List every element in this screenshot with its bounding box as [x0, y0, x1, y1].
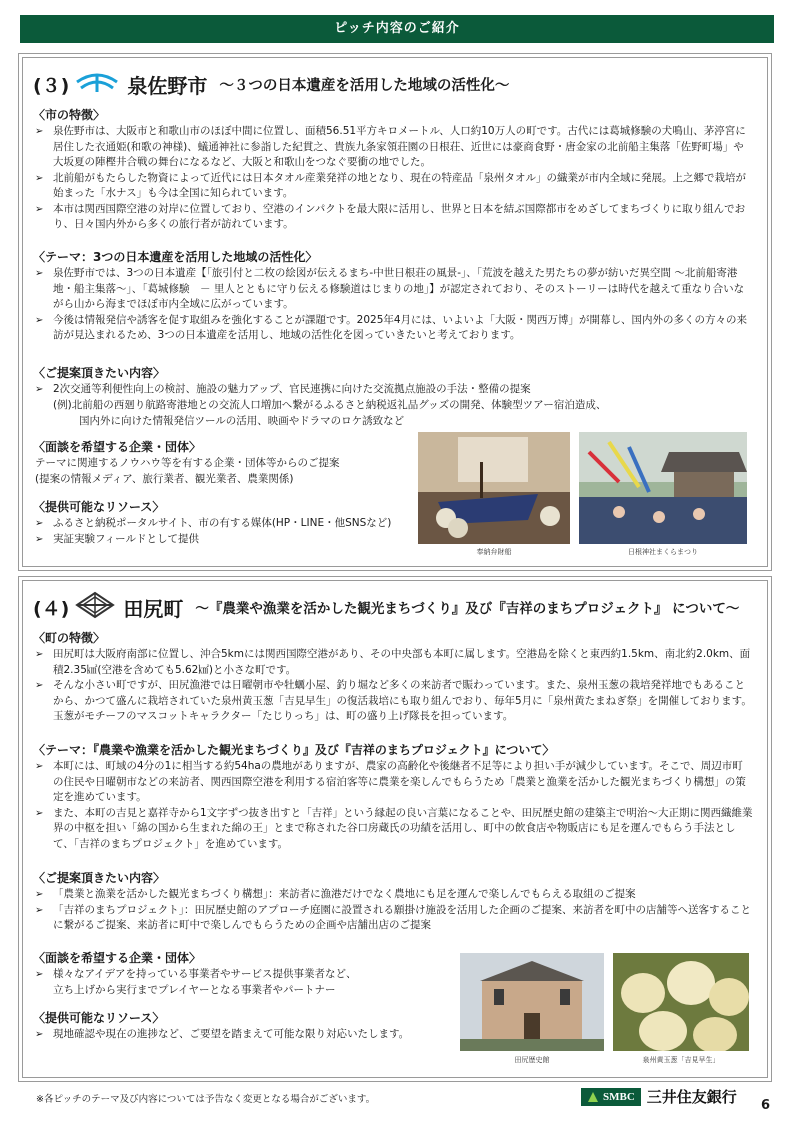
- section-number: (４): [33, 597, 70, 620]
- list-item: ➢ 本市は関西国際空港の対岸に位置しており、空港のインパクトを最大限に活用し、世界と日本を結ぶ国際都市をめざしてまちづくりに取り組んでおり、日々国内外から多くの旅行者が訪れています。: [35, 202, 753, 233]
- proposals-list: [35, 887, 753, 934]
- photo-caption: 奉納弁財船: [476, 548, 512, 556]
- list-item: ➢ 実証実験フィールドとして提供: [35, 532, 415, 548]
- bank-logo: [581, 1086, 737, 1107]
- features-heading: 〈市の特徴〉: [33, 108, 106, 122]
- town-name: 田尻町: [123, 596, 184, 621]
- companies-heading: 〈面談を希望する企業・団体〉: [33, 951, 202, 965]
- resources-heading: 〈提供可能なリソース〉: [33, 1011, 165, 1025]
- list-item: ➢ 本町には、町域の4分の1に相当する約54haの農地がありますが、農家の高齢化や後継者不足等により担い手が減少しています。そこで、周辺市町の住民や日曜朝市などの来訪者、関西国際空港を利用する宿泊客等に農業を楽しんでもらうため「農業と漁業を活かした観光まちづくり構想」の策定を進めています。: [35, 759, 753, 806]
- smbc-text: SMBC: [603, 1090, 635, 1103]
- companies-line-2: 立ち上げから実行までプレイヤーとなる事業者やパートナー: [53, 984, 336, 996]
- photo-caption: 日根神社まくらまつり: [628, 548, 698, 556]
- list-item: ➢ 「吉祥のまちプロジェクト」：田尻歴史館のアプローチ庭園に設置される願掛け施設を活用した企画のご提案、来訪者を町中の店舗等へ送客することに繋がるご提案、来訪者に町中で楽しんでもらうための企画や店舗出店のご提案: [35, 903, 753, 934]
- header-title: ピッチ内容のご紹介: [334, 21, 460, 36]
- list-item: ➢ 2次交通等利便性向上の検討、施設の魅力アップ、官民連携に向けた交流拠点施設の手法・整備の提案: [35, 382, 753, 398]
- proposals-heading: 〈ご提案頂きたい内容〉: [33, 366, 166, 380]
- page-number: 6: [761, 1098, 771, 1113]
- festival-photo: [579, 432, 747, 544]
- smbc-logo: [581, 1088, 641, 1106]
- list-item: ➢ 北前船がもたらした物資によって近代には日本タオル産業発祥の地となり、現在の特産品「泉州タオル」の織業が市内全域に発展。上之郷で栽培が始まった「水ナス」も今は全国に知られています。: [35, 171, 753, 202]
- list-item: ➢ そんな小さい町ですが、田尻漁港では日曜朝市や牡蠣小屋、釣り堀など多くの来訪者で賑わっています。また、泉州玉葱の栽培発祥地でもあることから、かつて盛んに栽培されていた泉州黄玉葱「吉見早生」の復活栽培にも取り組んでおり、毎年5月に「泉州黄たまねぎ祭」を開催しております。玉葱がモチーフのマスコットキャラクター「たじりっち」は、町の盛り上げ隊長を担っています。: [35, 678, 753, 725]
- companies-list: [35, 967, 455, 983]
- resources-list: [35, 1027, 465, 1043]
- companies-line-1: テーマに関連するノウハウ等を有する企業・団体等からのご提案: [35, 457, 340, 469]
- theme-list: [35, 759, 753, 852]
- features-heading: 〈町の特徴〉: [33, 631, 106, 645]
- footer-note: ※各ピッチのテーマ及び内容については予告なく変更となる場合がございます。: [36, 1094, 376, 1105]
- history-hall-photo: [460, 953, 604, 1051]
- list-item: ➢ 田尻町は大阪府南部に位置し、沖合5kmには関西国際空港があり、その中央部も本町に属します。空港島を除くと東西約1.5km、南北約2.0km、面積2.35㎢(空港を含めても5.62㎢)と小さな町です。: [35, 647, 753, 678]
- smbc-mark-icon: [587, 1091, 599, 1103]
- list-item: ➢ 「農業と漁業を活かした観光まちづくり構想」：来訪者に漁港だけでなく農地にも足を運んで楽しんでもらえる取組のご提案: [35, 887, 753, 903]
- izumisano-emblem-icon: [75, 70, 119, 98]
- theme-heading: 〈テーマ：3つの日本遺産を活用した地域の活性化〉: [33, 250, 318, 264]
- companies-line-2: (提案の情報メディア、旅行業者、観光業者、農業関係): [35, 473, 294, 485]
- tajiri-emblem-icon: [75, 591, 115, 623]
- list-item: ➢ 現地確認や現在の進捗など、ご要望を踏まえて可能な限り対応いたします。: [35, 1027, 465, 1043]
- resources-list: [35, 516, 415, 547]
- features-list: [35, 124, 753, 233]
- proposal-example-1: (例)北前船の西廻り航路寄港地との交流人口増加へ繋がるふるさと納税返礼品グッズの開発、体験型ツアー宿泊造成、: [53, 399, 607, 411]
- section-number: (３): [33, 74, 70, 97]
- companies-heading: 〈面談を希望する企業・団体〉: [33, 440, 202, 454]
- theme-list: [35, 266, 753, 344]
- list-item: ➢ ふるさと納税ポータルサイト、市の有する媒体(HP・LINE・他SNSなど): [35, 516, 415, 532]
- section-header-bar: [20, 15, 774, 43]
- ship-photo: [418, 432, 570, 544]
- list-item: ➢ 様々なアイデアを持っている事業者やサービス提供事業者など、: [35, 967, 455, 983]
- city-name: 泉佐野市: [127, 73, 208, 98]
- section-subtitle: ～３つの日本遺産を活用した地域の活性化～: [219, 77, 510, 94]
- features-list: [35, 647, 753, 725]
- proposals-list: [35, 382, 753, 398]
- resources-heading: 〈提供可能なリソース〉: [33, 500, 165, 514]
- section-title: [33, 589, 739, 625]
- list-item: ➢ 今後は情報発信や誘客を促す取組みを強化することが課題です。2025年4月には、いよいよ「大阪・関西万博」が開幕し、国内外の多くの方々の来訪が見込まれるため、3つの日本遺産を活用し、地域の活性化を図っていきたいと考えております。: [35, 313, 753, 344]
- proposals-heading: 〈ご提案頂きたい内容〉: [33, 871, 166, 885]
- onion-photo: [613, 953, 749, 1051]
- section-tajiri: [22, 580, 768, 1078]
- list-item: ➢ 泉佐野市では、3つの日本遺産【「旅引付と二枚の絵図が伝えるまち-中世日根荘の風景-」、「荒波を越えた男たちの夢が紡いだ異空間 ～北前船寄港地・船主集落～」、「葛城修験 － 里人とともに守り伝える修験道はじまりの地」】が認定されており、そのストーリーは時代を越えて重なり合いながら山から海までほぼ市内全域に広がっています。: [35, 266, 753, 313]
- photo-caption: 田尻歴史館: [514, 1056, 550, 1064]
- theme-heading: 〈テーマ：『農業や漁業を活かした観光まちづくり』及び『吉祥のまちプロジェクト』について〉: [33, 743, 555, 757]
- list-item: ➢ 泉佐野市は、大阪市と和歌山市のほぼ中間に位置し、面積56.51平方キロメートル、人口約10万人の町です。古代には葛城修験の犬鳴山、茅渟宮に居住した衣通姫(和歌の神様)、蟻通神社に参詣した紀貫之、貴族九条家領荘園の日根荘、近世には豪商食野・唐金家の北前船主集落「佐野町場」や大坂夏の陣樫井合戦の舞台になるなど、大阪と和歌山をつなぐ要衝の地でした。: [35, 124, 753, 171]
- photo-caption: 泉州黄玉葱「吉見早生」: [642, 1056, 720, 1064]
- bank-name: 三井住友銀行: [646, 1088, 737, 1106]
- section-title: [33, 66, 509, 102]
- proposal-example-2: 国内外に向けた情報発信ツールの活用、映画やドラマのロケ誘致など: [79, 415, 405, 427]
- section-subtitle: ～『農業や漁業を活かした観光まちづくり』及び『吉祥のまちプロジェクト』 について～: [195, 601, 740, 617]
- list-item: ➢ また、本町の吉見と嘉祥寺から1文字ずつ抜き出すと「吉祥」という縁起の良い言葉になることや、田尻歴史館の建築主で明治～大正期に関西織維業界の中枢を担い「綿の国から生まれた綿の王」とまで称された谷口房蔵氏の功績を活用し、町中の飲食店や物販店にも足を運んでもらう手法として、「吉祥のまちプロジェクト」を進めています。: [35, 806, 753, 853]
- section-izumisano: [22, 57, 768, 567]
